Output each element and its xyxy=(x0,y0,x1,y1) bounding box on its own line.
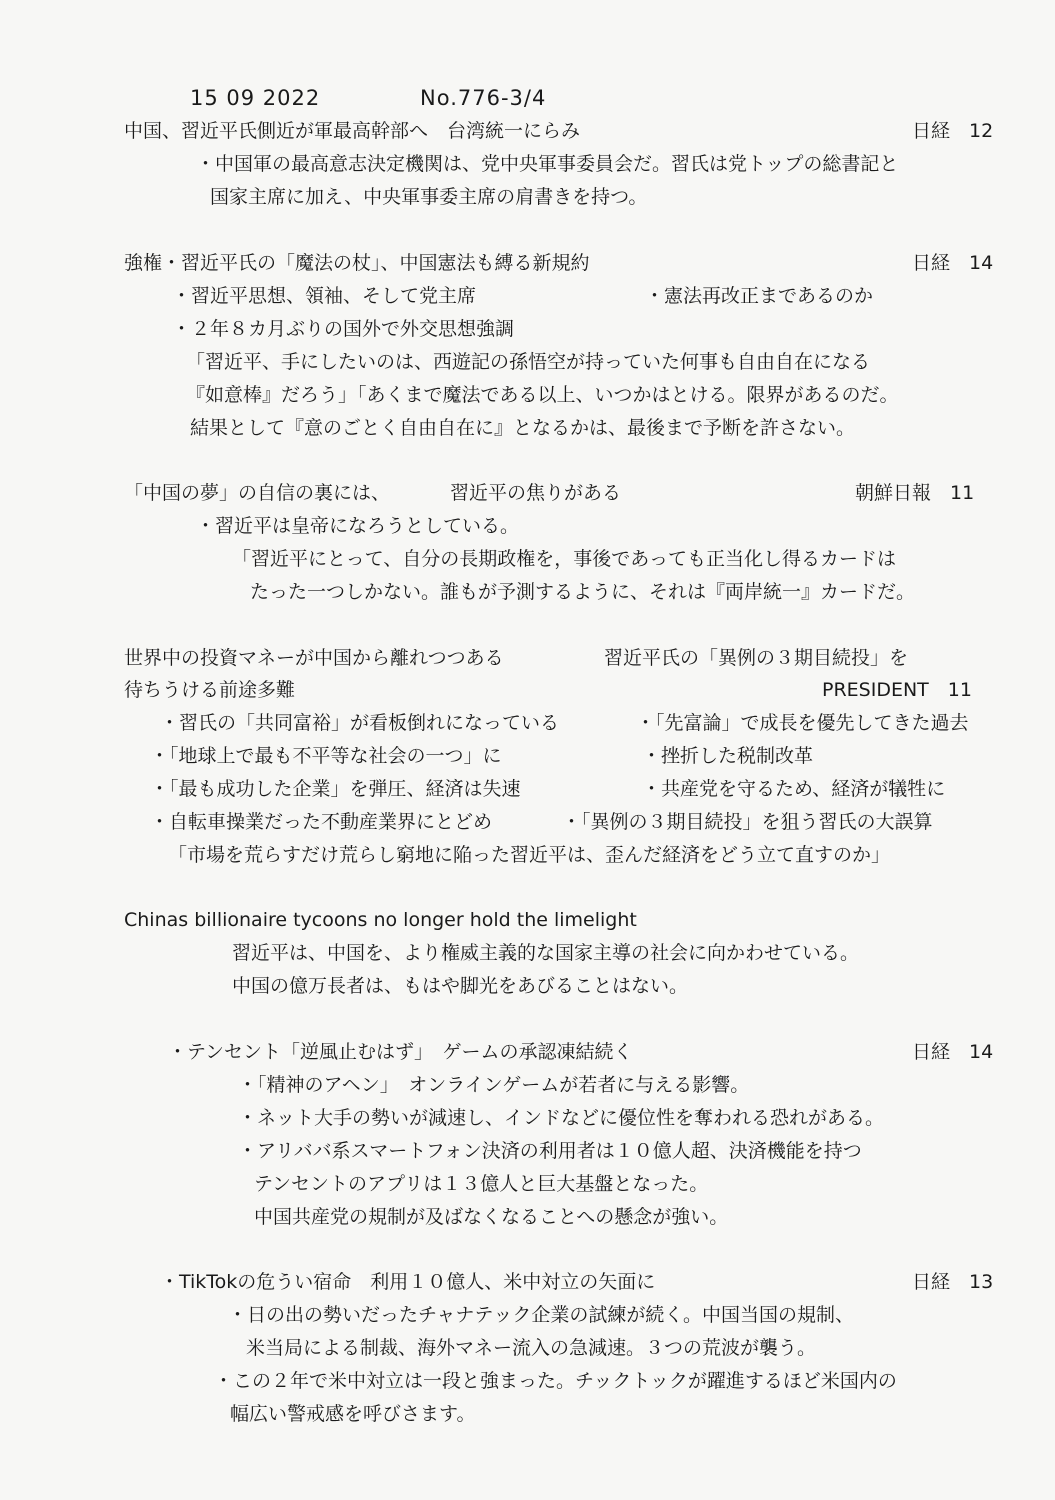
article-title: 中国、習近平氏側近が軍最高幹部へ 台湾統一にらみ xyxy=(124,120,581,142)
article-bullet: ・自転車操業だった不動産業界にとどめ xyxy=(150,811,493,833)
article-title: ・TikTokの危うい宿命 利用１０億人、米中対立の矢面に xyxy=(160,1271,656,1293)
article-bullet: ・憲法再改正まであるのか xyxy=(645,285,874,307)
article-line: ・日の出の勢いだったチャナテック企業の試練が続く。中国当国の規制、 xyxy=(228,1304,855,1326)
article-line: 『如意棒』だろう」「あくまで魔法である以上、いつかはとける。限界があるのだ。 xyxy=(186,384,899,406)
article-bullet: ・「先富論」で成長を優先してきた過去 xyxy=(636,712,969,734)
article-title: 習近平氏の「異例の３期目続投」を xyxy=(604,647,909,669)
article-title: ・テンセント「逆風止むはず」 ゲームの承認凍結続く xyxy=(168,1041,633,1063)
article-line: ・習近平は皇帝になろうとしている。 xyxy=(196,515,520,537)
article-line: たった一つしかない。誰もが予測するように、それは『両岸統一』カードだ。 xyxy=(250,581,916,603)
article-source: 日経 14 xyxy=(912,1041,994,1063)
article-bullet: ・「地球上で最も不平等な社会の一つ」に xyxy=(150,745,502,767)
article-line: 結果として『意のごとく自由自在に』となるかは、最後まで予断を許さない。 xyxy=(190,417,856,439)
article-line: 習近平は、中国を、より権威主義的な国家主導の社会に向かわせている。 xyxy=(232,942,860,964)
article-title: Chinas billionaire tycoons no longer hold the limelight xyxy=(124,909,637,931)
article-title: 強権・習近平氏の「魔法の杖」、中国憲法も縛る新規約 xyxy=(124,252,590,274)
article-source: 朝鮮日報 11 xyxy=(855,482,975,504)
article-bullet: ・共産党を守るため、経済が犠牲に xyxy=(642,778,946,800)
article-title: 世界中の投資マネーが中国から離れつつある xyxy=(124,647,504,669)
article-bullet: ・挫折した税制改革 xyxy=(642,745,814,767)
article-line: テンセントのアプリは１３億人と巨大基盤となった。 xyxy=(254,1173,709,1195)
article-line: ・ネット大手の勢いが減速し、インドなどに優位性を奪われる恐れがある。 xyxy=(238,1107,885,1129)
article-source: PRESIDENT 11 xyxy=(822,679,972,701)
article-bullet: ・「異例の３期目続投」を狙う習氏の大誤算 xyxy=(562,811,933,833)
article-title: 待ちうける前途多難 xyxy=(124,679,296,701)
article-quote: 「市場を荒らすだけ荒らし窮地に陥った習近平は、歪んだ経済をどう立て直すのか」 xyxy=(168,844,891,866)
article-line: ・中国軍の最高意志決定機関は、党中央軍事委員会だ。習氏は党トップの総書記と xyxy=(196,153,899,175)
article-bullet: ・習氏の「共同富裕」が看板倒れになっている xyxy=(160,712,560,734)
article-source: 日経 12 xyxy=(912,120,994,142)
article-line: ・２年８カ月ぶりの国外で外交思想強調 xyxy=(172,318,515,340)
header-number: No.776-3/4 xyxy=(420,86,547,110)
article-bullet: ・習近平思想、領袖、そして党主席 xyxy=(172,285,477,307)
article-line: 幅広い警戒感を呼びさます。 xyxy=(230,1403,476,1425)
article-title: 「中国の夢」の自信の裏には、 xyxy=(124,482,391,504)
article-line: 中国共産党の規制が及ばなくなることへの懸念が強い。 xyxy=(254,1206,729,1228)
article-source: 日経 13 xyxy=(912,1271,994,1293)
article-source: 日経 14 xyxy=(912,252,994,274)
article-line: ・「精神のアヘン」 オンラインゲームが若者に与える影響。 xyxy=(238,1074,750,1096)
article-line: 中国の億万長者は、もはや脚光をあびることはない。 xyxy=(232,975,689,997)
article-bullet: ・「最も成功した企業」を弾圧、経済は失速 xyxy=(150,778,521,800)
article-line: 米当局による制裁、海外マネー流入の急減速。３つの荒波が襲う。 xyxy=(246,1337,817,1359)
article-line: ・アリババ系スマートフォン決済の利用者は１０億人超、決済機能を持つ xyxy=(238,1140,862,1162)
article-line: ・この２年で米中対立は一段と強まった。チックトックが躍進するほど米国内の xyxy=(214,1370,897,1392)
article-line: 「習近平、手にしたいのは、西遊記の孫悟空が持っていた何事も自由自在になる xyxy=(186,351,871,373)
article-line: 「習近平にとって、自分の長期政権を，事後であっても正当化し得るカードは xyxy=(232,548,897,570)
header-date: 15 09 2022 xyxy=(190,86,321,110)
article-line: 国家主席に加え、中央軍事委主席の肩書きを持つ。 xyxy=(210,186,648,208)
article-title: 習近平の焦りがある xyxy=(450,482,622,504)
